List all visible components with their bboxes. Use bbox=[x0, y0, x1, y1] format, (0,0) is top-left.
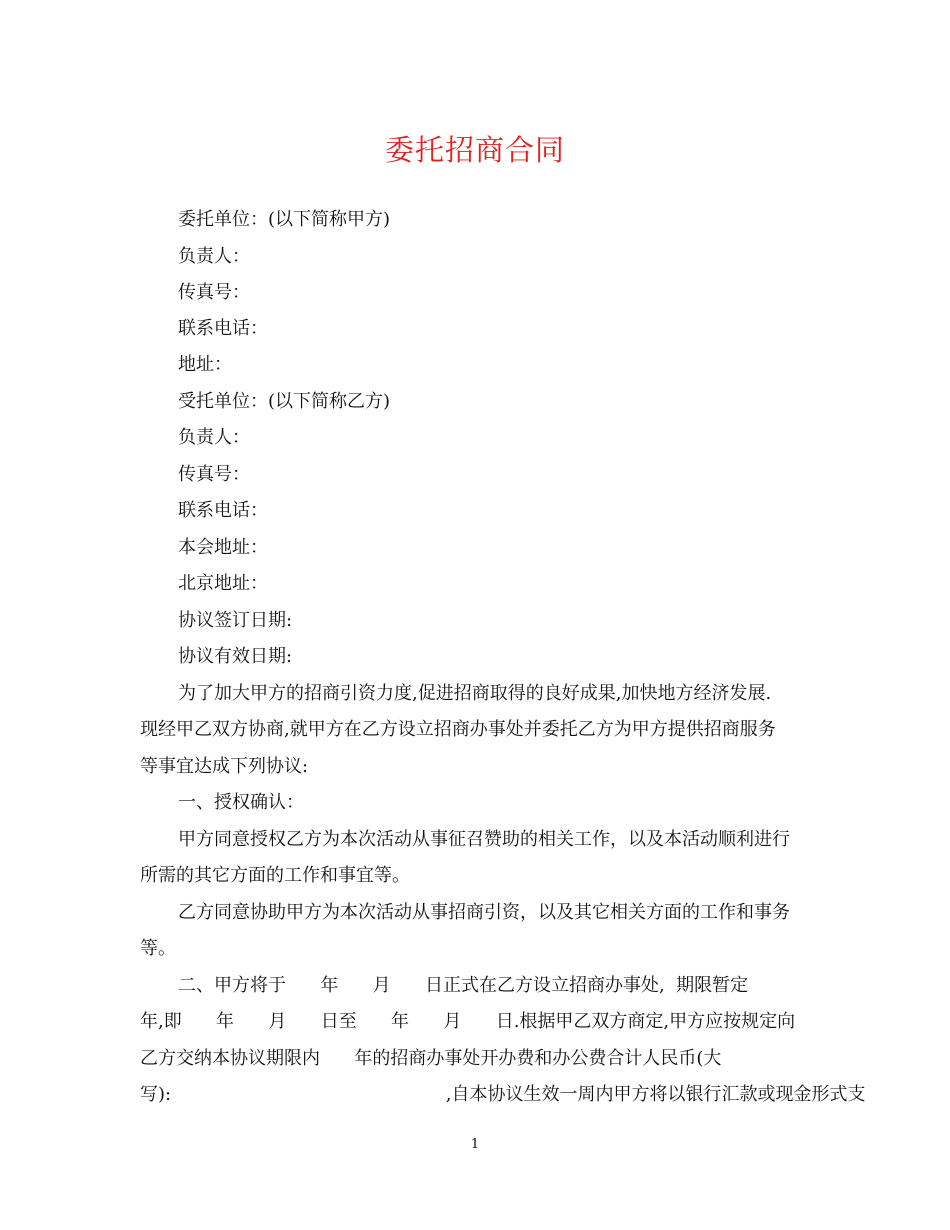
page-number: 1 bbox=[470, 1137, 480, 1152]
client-address-field: 地址： bbox=[178, 354, 232, 375]
intro-line: 等事宜达成下列协议: bbox=[140, 756, 309, 777]
section2-line: 二、甲方将于 年 月 日正式在乙方设立招商办事处, 期限暂定 bbox=[178, 975, 749, 996]
section1-para1-line: 甲方同意授权乙方为本次活动从事征召赞助的相关工作，以及本活动顺利进行 bbox=[178, 829, 790, 850]
effective-date-field: 协议有效日期: bbox=[178, 646, 293, 667]
section2-line: 年,即 年 月 日至 年 月 日.根据甲乙双方商定,甲方应按规定向 bbox=[140, 1011, 796, 1032]
intro-line: 现经甲乙双方协商,就甲方在乙方设立招商办事处并委托乙方为甲方提供招商服务 bbox=[140, 719, 776, 740]
client-phone-field: 联系电话： bbox=[178, 318, 268, 339]
agent-unit-field: 受托单位：(以下简称乙方) bbox=[178, 391, 391, 412]
agent-phone-field: 联系电话： bbox=[178, 500, 268, 521]
contract-title: 委托招商合同 bbox=[384, 133, 565, 167]
sign-date-field: 协议签订日期: bbox=[178, 610, 293, 631]
agent-fax-field: 传真号： bbox=[178, 464, 250, 485]
section2-line: 乙方交纳本协议期限内 年的招商办事处开办费和办公费合计人民币(大 bbox=[140, 1048, 722, 1069]
agent-local-address-field: 本会地址： bbox=[178, 537, 268, 558]
section1-para1-line: 所需的其它方面的工作和事宜等。 bbox=[140, 865, 410, 886]
intro-line: 为了加大甲方的招商引资力度,促进招商取得的良好成果,加快地方经济发展. bbox=[178, 683, 772, 704]
section1-para2-line: 等。 bbox=[140, 938, 176, 959]
section2-line: 写): ,自本协议生效一周内甲方将以银行汇款或现金形式支 bbox=[140, 1084, 866, 1105]
client-fax-field: 传真号： bbox=[178, 282, 250, 303]
agent-responsible-field: 负责人： bbox=[178, 427, 250, 448]
agent-beijing-address-field: 北京地址： bbox=[178, 573, 268, 594]
client-unit-field: 委托单位：(以下简称甲方) bbox=[178, 209, 391, 230]
section1-para2-line: 乙方同意协助甲方为本次活动从事招商引资，以及其它相关方面的工作和事务 bbox=[178, 902, 790, 923]
client-responsible-field: 负责人： bbox=[178, 246, 250, 267]
section1-heading: 一、授权确认： bbox=[178, 792, 304, 813]
